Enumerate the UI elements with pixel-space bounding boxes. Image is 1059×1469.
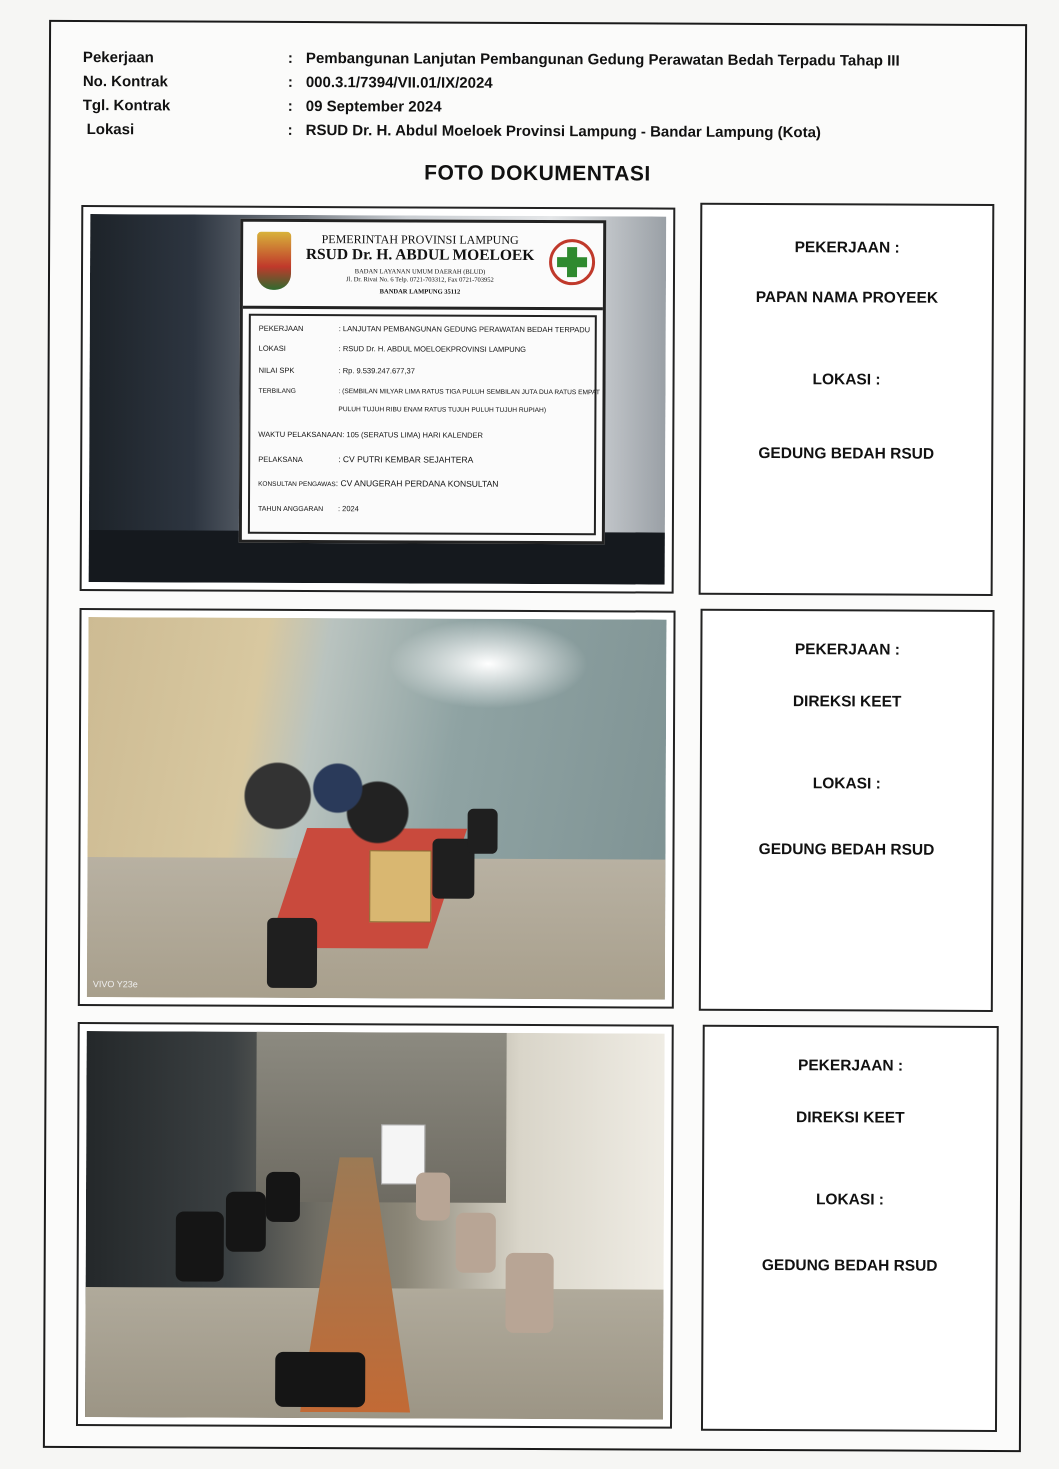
pekerjaan-value: PAPAN NAMA PROYEEK <box>755 288 939 307</box>
board-row <box>259 366 415 376</box>
office-chair <box>226 1192 266 1252</box>
header-value: 000.3.1/7394/VII.01/IX/2024 <box>305 73 493 92</box>
header-value: 09 September 2024 <box>305 97 442 116</box>
room-scene <box>85 1031 665 1420</box>
board-row <box>258 504 359 513</box>
board-row-value: : Rp. 9.539.247.677,37 <box>338 366 415 376</box>
lokasi-label: LOKASI : <box>812 775 881 793</box>
board-row-value: : LANJUTAN PEMBANGUNAN GEDUNG PERAWATAN BEDAH TERPADU <box>338 324 591 335</box>
photo-image <box>85 1031 665 1420</box>
lampung-emblem-icon <box>257 232 291 290</box>
board-row-label: PELAKSANA <box>258 454 303 464</box>
document-sheet <box>43 20 1027 1452</box>
lokasi-value: GEDUNG BEDAH RSUD <box>758 444 935 463</box>
board-header <box>243 222 603 311</box>
board-row <box>258 454 473 465</box>
office-chair <box>266 1172 300 1222</box>
office-chair <box>176 1211 224 1281</box>
board-row <box>258 430 483 440</box>
photo-site-office-empty <box>76 1022 674 1429</box>
office-chair <box>267 918 317 988</box>
photo-image <box>87 617 667 1000</box>
board-row-label: NILAI SPK <box>258 365 295 375</box>
board-row-label: PEKERJAAN <box>258 323 304 333</box>
pekerjaan-label: PEKERJAAN : <box>794 641 900 659</box>
board-row <box>258 388 599 396</box>
camera-watermark: VIVO Y23e <box>92 979 138 990</box>
header-key: Pekerjaan <box>82 49 154 67</box>
office-chair <box>275 1352 365 1407</box>
board-body <box>248 314 600 536</box>
header-value: RSUD Dr. H. Abdul Moeloek Provinsi Lampung - Bandar Lampung (Kota) <box>305 121 821 142</box>
header-key: Tgl. Kontrak <box>82 97 171 115</box>
board-blud: BADAN LAYANAN UMUM DAERAH (BLUD) <box>354 268 486 276</box>
page-title: FOTO DOKUMENTASI <box>424 161 651 186</box>
board-row-value: : RSUD Dr. H. ABDUL MOELOEKPROVINSI LAMPUNG <box>338 344 526 354</box>
header-row-lokasi <box>83 118 900 146</box>
lokasi-label: LOKASI : <box>815 1191 885 1209</box>
board-row-value: : 2024 <box>337 504 359 514</box>
board-row-value: : CV PUTRI KEMBAR SEJAHTERA <box>338 454 474 465</box>
contract-header <box>83 46 900 146</box>
ceiling-light <box>388 618 588 709</box>
header-colon: : <box>287 97 293 115</box>
header-colon: : <box>287 73 293 91</box>
board-row-value: : CV ANUGERAH PERDANA KONSULTAN <box>335 478 499 489</box>
photo-image <box>89 214 667 585</box>
header-row-tgl-kontrak <box>83 94 900 122</box>
office-chair <box>505 1253 553 1333</box>
board-row-value: : (SEMBILAN MILYAR LIMA RATUS TIGA PULUH SEMBILAN JUTA DUA RATUS EMPAT <box>338 388 600 397</box>
photo-site-office-meeting <box>78 608 676 1009</box>
header-row-no-kontrak <box>83 70 900 98</box>
board-line-3 <box>305 268 535 285</box>
pekerjaan-value: DIREKSI KEET <box>792 693 902 711</box>
lokasi-value: GEDUNG BEDAH RSUD <box>758 840 935 859</box>
lokasi-label: LOKASI : <box>812 371 881 389</box>
board-city: BANDAR LAMPUNG 35112 <box>379 288 461 296</box>
board-row-value: PULUH TUJUH RIBU ENAM RATUS TUJUH PULUH TUJUH RUPIAH) <box>338 406 547 415</box>
office-chair <box>456 1213 496 1273</box>
caption-box <box>701 1025 999 1432</box>
board-row <box>258 478 498 489</box>
project-name-board <box>239 219 606 545</box>
header-colon: : <box>287 121 293 139</box>
pekerjaan-label: PEKERJAAN : <box>794 239 900 257</box>
board-address: Jl. Dr. Rivai No. 6 Telp. 0721-703312, Fax 0721-703952 <box>346 276 494 284</box>
board-line-1: PEMERINTAH PROVINSI LAMPUNG <box>321 232 519 247</box>
board-row <box>258 406 546 414</box>
caption-box <box>699 609 995 1012</box>
caption-box <box>699 203 995 596</box>
board-row-label: KONSULTAN PENGAWAS <box>258 480 336 489</box>
board-row-label: LOKASI <box>258 343 286 353</box>
cardboard-box <box>369 850 431 922</box>
room-scene <box>87 617 667 1000</box>
lokasi-value: GEDUNG BEDAH RSUD <box>761 1256 938 1275</box>
board-row-label: TERBILANG <box>258 387 296 395</box>
board-row-label: TAHUN ANGGARAN <box>257 505 324 514</box>
office-chair <box>416 1172 450 1220</box>
hospital-cross-icon <box>549 239 595 285</box>
board-row-value: : 105 (SERATUS LIMA) HARI KALENDER <box>342 430 483 440</box>
header-key: No. Kontrak <box>82 73 168 91</box>
pekerjaan-label: PEKERJAAN : <box>797 1057 904 1075</box>
pekerjaan-value: DIREKSI KEET <box>796 1109 905 1127</box>
board-row <box>259 324 590 334</box>
board-row-label: WAKTU PELAKSANAAN <box>258 429 343 440</box>
photo-project-board <box>80 205 676 594</box>
header-colon: : <box>287 49 293 67</box>
header-value: Pembangunan Lanjutan Pembangunan Gedung Perawatan Bedah Terpadu Tahap III <box>305 49 900 70</box>
office-chair <box>467 809 497 854</box>
board-line-2: RSUD Dr. H. ABDUL MOELOEK <box>305 245 535 264</box>
header-row-pekerjaan <box>83 46 900 74</box>
header-key: Lokasi <box>86 121 135 139</box>
board-row <box>259 344 526 354</box>
